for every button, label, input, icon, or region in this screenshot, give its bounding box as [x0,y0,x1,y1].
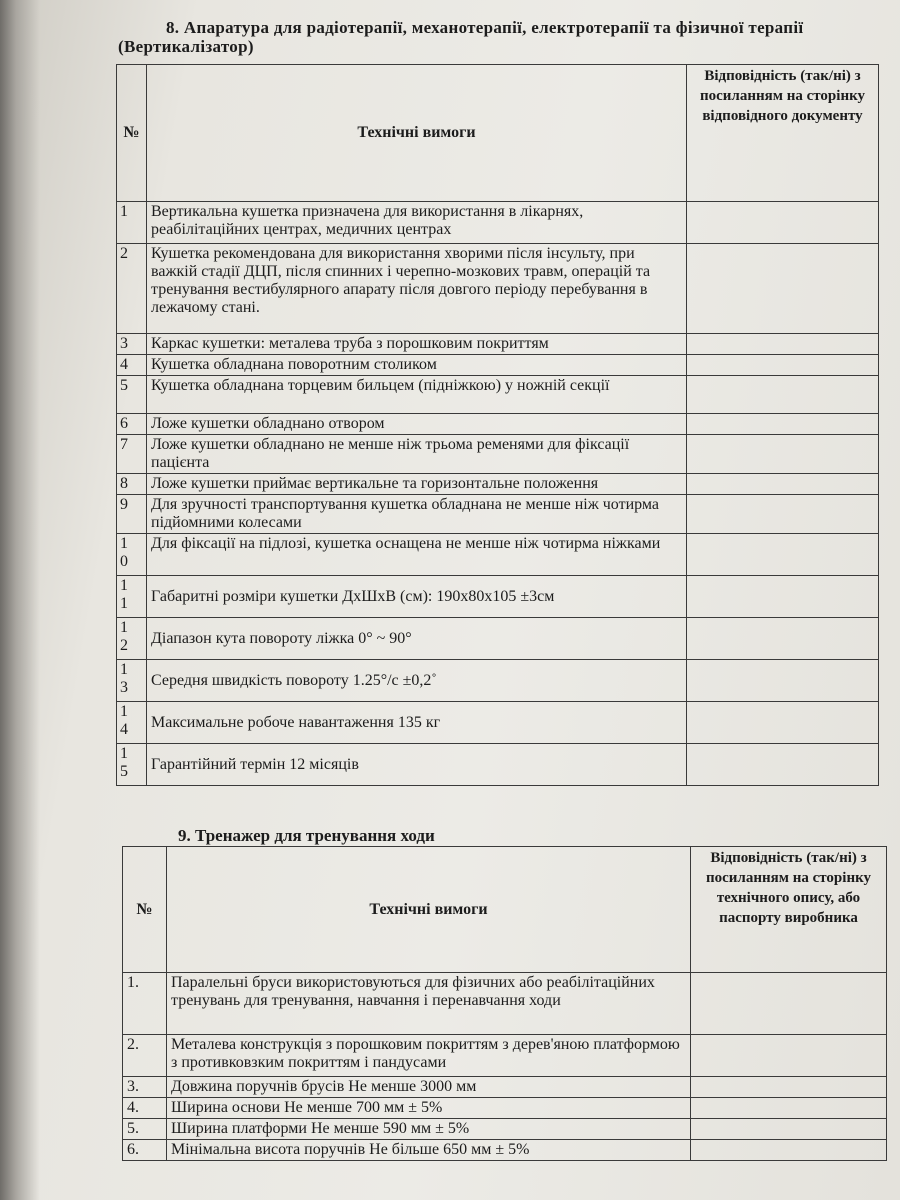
table-row [123,1140,887,1161]
section-9-title: 9. Тренажер для тренування ходи [178,826,435,845]
row-conformity-cell[interactable] [687,495,879,534]
row-conformity-cell[interactable] [687,576,879,618]
row-conformity-cell[interactable] [687,744,879,786]
header-requirements: Технічні вимоги [167,847,691,973]
page-shadow [0,0,40,1200]
row-number: 4. [123,1098,167,1119]
row-number: 2 [117,244,147,334]
row-conformity-cell[interactable] [691,1098,887,1119]
header-num: № [123,847,167,973]
row-requirement-text: Кушетка обладнана поворотним столиком [147,355,687,376]
section-8-table [116,64,879,786]
row-requirement-text: Кушетка обладнана торцевим бильцем (підніжкою) у ножній секції [147,376,687,414]
section-9-table [122,846,887,1161]
row-number: 3. [123,1077,167,1098]
table-row [117,435,879,474]
table-row [117,618,879,660]
row-number: 5 [117,376,147,414]
row-number: 6 [117,414,147,435]
row-requirement-text: Гарантійний термін 12 місяців [147,744,687,786]
row-conformity-cell[interactable] [687,334,879,355]
row-number: 9 [117,495,147,534]
section-8-title-line2: (Вертикалізатор) [118,37,254,56]
row-requirement-text: Довжина поручнів брусів Не менше 3000 мм [167,1077,691,1098]
section-9-rows [123,973,887,1161]
row-requirement-text: Середня швидкість повороту 1.25°/с ±0,2˚ [147,660,687,702]
table-row [123,1098,887,1119]
row-number: 8 [117,474,147,495]
table-row [117,534,879,576]
row-number: 14 [117,702,147,744]
row-number: 1. [123,973,167,1035]
table-row [117,334,879,355]
table-row [123,1035,887,1077]
row-number: 5. [123,1119,167,1140]
section-8-rows [117,202,879,786]
table-row [117,414,879,435]
row-requirement-text: Вертикальна кушетка призначена для використання в лікарнях, реабілітаційних центрах, медичних центрах [147,202,687,244]
row-requirement-text: Для фіксації на підлозі, кушетка оснащена не менше ніж чотирма ніжками [147,534,687,576]
row-number: 6. [123,1140,167,1161]
table-row [117,244,879,334]
table-row [117,744,879,786]
row-number: 3 [117,334,147,355]
row-requirement-text: Габаритні розміри кушетки ДхШхВ (см): 190х80х105 ±3см [147,576,687,618]
row-requirement-text: Ложе кушетки обладнано отвором [147,414,687,435]
row-conformity-cell[interactable] [687,244,879,334]
header-conformity: Відповідність (так/ні) з посиланням на сторінку технічного опису, або паспорту виробника [691,847,887,973]
table-row [123,973,887,1035]
table-row [123,1077,887,1098]
row-conformity-cell[interactable] [691,1077,887,1098]
row-requirement-text: Ложе кушетки приймає вертикальне та горизонтальне положення [147,474,687,495]
row-conformity-cell[interactable] [687,660,879,702]
row-conformity-cell[interactable] [687,474,879,495]
table-row [123,1119,887,1140]
section-8-title-line1: 8. Апаратура для радіотерапії, механотерапії, електротерапії та фізичної терапії [166,18,804,37]
row-number: 7 [117,435,147,474]
table-header-row [117,65,879,202]
header-requirements: Технічні вимоги [147,65,687,202]
row-number: 10 [117,534,147,576]
row-conformity-cell[interactable] [691,1035,887,1077]
row-number: 4 [117,355,147,376]
row-requirement-text: Мінімальна висота поручнів Не більше 650 мм ± 5% [167,1140,691,1161]
row-requirement-text: Каркас кушетки: металева труба з порошковим покриттям [147,334,687,355]
row-conformity-cell[interactable] [687,355,879,376]
row-requirement-text: Металева конструкція з порошковим покриттям з дерев'яною платформою з противковзким покриттям і пандусами [167,1035,691,1077]
table-row [117,660,879,702]
row-conformity-cell[interactable] [687,435,879,474]
row-conformity-cell[interactable] [687,376,879,414]
table-row [117,202,879,244]
row-requirement-text: Кушетка рекомендована для використання хворими після інсульту, при важкій стадії ДЦП, після спинних і черепно-мозкових травм, операцій та тренування вестибулярного апарату після довгого періоду перебування в лежачому стані. [147,244,687,334]
section-8-title [118,18,878,56]
row-requirement-text: Паралельні бруси використовуються для фізичних або реабілітаційних тренувань для тренування, навчання і перенавчання ходи [167,973,691,1035]
table-row [117,702,879,744]
table-row [117,576,879,618]
row-number: 12 [117,618,147,660]
table-row [117,355,879,376]
row-number: 13 [117,660,147,702]
row-conformity-cell[interactable] [691,1140,887,1161]
table-row [117,376,879,414]
header-conformity: Відповідність (так/ні) з посиланням на сторінку відповідного документу [687,65,879,202]
row-number: 11 [117,576,147,618]
row-conformity-cell[interactable] [687,618,879,660]
row-requirement-text: Діапазон кута повороту ліжка 0° ~ 90° [147,618,687,660]
row-number: 1 [117,202,147,244]
row-requirement-text: Ложе кушетки обладнано не менше ніж трьома ременями для фіксації пацієнта [147,435,687,474]
row-conformity-cell[interactable] [691,1119,887,1140]
row-conformity-cell[interactable] [687,414,879,435]
row-conformity-cell[interactable] [687,534,879,576]
row-number: 2. [123,1035,167,1077]
table-header-row [123,847,887,973]
row-conformity-cell[interactable] [687,202,879,244]
row-conformity-cell[interactable] [687,702,879,744]
row-conformity-cell[interactable] [691,973,887,1035]
table-row [117,474,879,495]
row-number: 15 [117,744,147,786]
header-num: № [117,65,147,202]
row-requirement-text: Максимальне робоче навантаження 135 кг [147,702,687,744]
row-requirement-text: Для зручності транспортування кушетка обладнана не менше ніж чотирма підйомними колесами [147,495,687,534]
table-row [117,495,879,534]
row-requirement-text: Ширина платформи Не менше 590 мм ± 5% [167,1119,691,1140]
row-requirement-text: Ширина основи Не менше 700 мм ± 5% [167,1098,691,1119]
